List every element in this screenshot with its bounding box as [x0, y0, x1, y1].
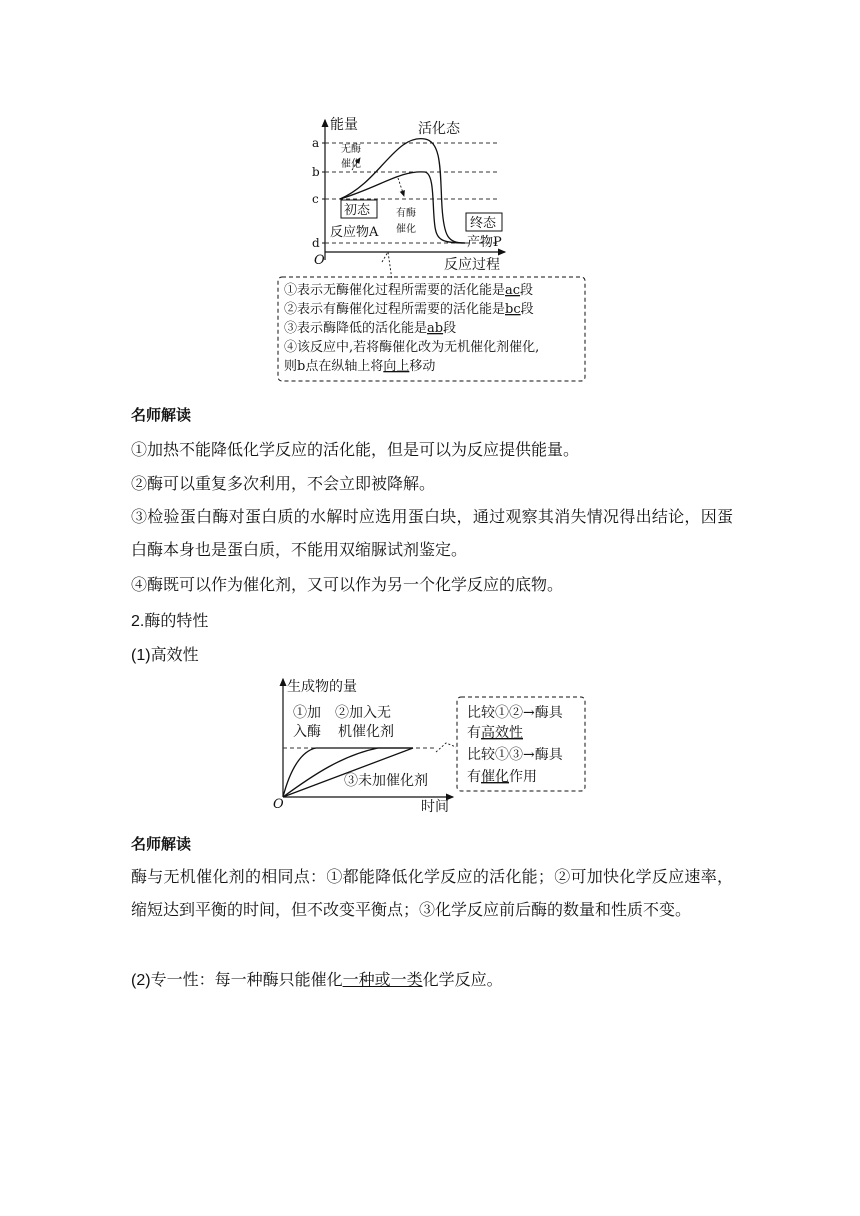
section-heading-2: 名师解读	[131, 835, 192, 853]
section-heading-1: 名师解读	[131, 406, 192, 424]
y-axis-label: 能量	[330, 117, 358, 133]
with-enzyme-label-2: 催化	[396, 224, 416, 235]
tick-b-label: b	[312, 165, 320, 179]
note-2: ②表示有酶催化过程所需要的活化能是bc段	[284, 302, 534, 317]
activated-state-label: 活化态	[418, 121, 460, 137]
paragraph-4: ④酶既可以作为催化剂，又可以作为另一个化学反应的底物。	[131, 575, 564, 594]
box-line-1: 比较①②→酶具	[467, 705, 563, 721]
activation-energy-figure	[284, 112, 600, 384]
note-4-line-2: 则b点在纵轴上将向上移动	[284, 359, 436, 374]
subsection-title-1: (1)高效性	[131, 645, 199, 664]
box-line-2: 有高效性	[467, 725, 523, 741]
note-4-line-1: ④该反应中,若将酶催化改为无机催化剂催化,	[284, 340, 540, 355]
no-enzyme-label-2: 催化	[341, 159, 361, 170]
curve-2-label-1: ②加入无	[335, 705, 391, 721]
origin-label: O	[273, 797, 284, 812]
y-axis-label: 生成物的量	[287, 679, 357, 695]
curve-2-label-2: 机催化剂	[338, 724, 394, 740]
curve-1-label-1: ①加	[293, 705, 321, 721]
note-3: ③表示酶降低的活化能是ab段	[284, 321, 457, 336]
paragraph-2: ②酶可以重复多次利用，不会立即被降解。	[131, 474, 436, 493]
x-axis-label: 时间	[421, 799, 449, 815]
x-axis-label: 反应过程	[444, 257, 500, 273]
initial-state-label: 初态	[344, 203, 371, 218]
efficiency-figure	[268, 675, 588, 815]
tick-c-label: c	[312, 192, 319, 206]
with-enzyme-label-1: 有酶	[396, 208, 416, 219]
reactant-label: 反应物A	[330, 225, 379, 240]
product-label: 产物P	[467, 235, 502, 250]
tick-a-label: a	[312, 136, 320, 150]
curve-3-label: ③未加催化剂	[344, 773, 428, 789]
section-title-2: 2.酶的特性	[131, 611, 209, 630]
box-line-3: 比较①③→酶具	[467, 747, 563, 763]
subsection-title-2: (2)专一性：每一种酶只能催化一种或一类化学反应。	[131, 970, 503, 989]
paragraph-1: ①加热不能降低化学反应的活化能，但是可以为反应提供能量。	[131, 440, 580, 459]
curve-1-label-2: 入酶	[293, 724, 321, 740]
paragraph-3: ③检验蛋白酶对蛋白质的水解时应选用蛋白块，通过观察其消失情况得出结论，因蛋白酶本身也是蛋白质，不能用双缩脲试剂鉴定。	[131, 507, 733, 559]
box-line-4: 有催化作用	[467, 769, 537, 785]
origin-label: O	[314, 253, 325, 268]
no-enzyme-label-1: 无酶	[341, 144, 361, 155]
paragraph-5: 酶与无机催化剂的相同点：①都能降低化学反应的活化能；②可加快化学反应速率，缩短达到平衡的时间，但不改变平衡点；③化学反应前后酶的数量和性质不变。	[131, 867, 733, 919]
note-1: ①表示无酶催化过程所需要的活化能是ac段	[284, 283, 534, 298]
final-state-label: 终态	[470, 216, 497, 231]
tick-d-label: d	[312, 236, 320, 250]
